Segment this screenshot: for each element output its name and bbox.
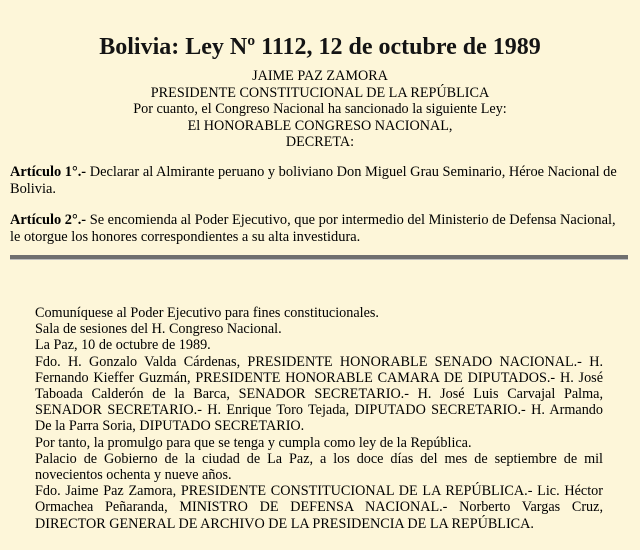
president-name: JAIME PAZ ZAMORA — [252, 68, 388, 84]
law-header — [0, 68, 640, 151]
closing-section — [35, 305, 603, 532]
article-2 — [10, 212, 628, 246]
executive-signatures: Fdo. Jaime Paz Zamora, PRESIDENTE CONSTITUCIONAL DE LA REPÚBLICA.- Lic. Héctor Ormachea Peñaranda, MINISTRO DE DEFENSA NACIONAL.- Norberto Vargas Cruz, DIRECTOR GENERAL DE ARCHIVO DE LA PRESIDENCIA DE LA REPÚBLICA. — [35, 483, 603, 532]
congress-name: El HONORABLE CONGRESO NACIONAL, — [187, 117, 453, 134]
article-1 — [10, 164, 628, 198]
president-title: PRESIDENTE CONSTITUCIONAL DE LA REPÚBLICA — [150, 84, 490, 101]
sanction-statement: Por cuanto, el Congreso Nacional ha sancionado la siguiente Ley: — [133, 101, 507, 117]
congress-signatures: Fdo. H. Gonzalo Valda Cárdenas, PRESIDENTE HONORABLE SENADO NACIONAL.- H. Fernando Kieffer Guzmán, PRESIDENTE HONORABLE CAMARA DE DIPUTADOS.- H. José Taboada Calderón de la Barca, SENADOR SECRETARIO.- H. José Luis Carvajal Palma, SENADOR SECRETARIO.- H. Enrique Toro Tejada, DIPUTADO SECRETARIO.- H. Armando De la Parra Soria, DIPUTADO SECRETARIO. — [35, 353, 603, 435]
article-2-label: Artículo 2°.- — [10, 212, 87, 228]
article-1-text: Declarar al Almirante peruano y boliviano Don Miguel Grau Seminario, Héroe Nacional de Bolivia. — [10, 164, 617, 197]
page-title: Bolivia: Ley Nº 1112, 12 de octubre de 1989 — [99, 34, 541, 61]
palace-date-line: Palacio de Gobierno de la ciudad de La Paz, a los doce días del mes de septiembre de mil novecientos ochenta y nueve años. — [35, 450, 603, 484]
promulgation-line: Por tanto, la promulgo para que se tenga y cumpla como ley de la República. — [35, 434, 472, 451]
session-hall-line: Sala de sesiones del H. Congreso Nacional. — [35, 321, 282, 338]
article-1-label: Artículo 1°.- — [10, 164, 87, 180]
section-divider — [10, 255, 628, 260]
article-2-text: Se encomienda al Poder Ejecutivo, que por intermedio del Ministerio de Defensa Nacional, le otorgue los honores correspondientes a su alta investidura. — [10, 212, 616, 245]
place-date-line: La Paz, 10 de octubre de 1989. — [35, 337, 211, 354]
communication-line: Comuníquese al Poder Ejecutivo para fines constitucionales. — [35, 305, 379, 321]
decree-heading: DECRETA: — [285, 134, 355, 150]
